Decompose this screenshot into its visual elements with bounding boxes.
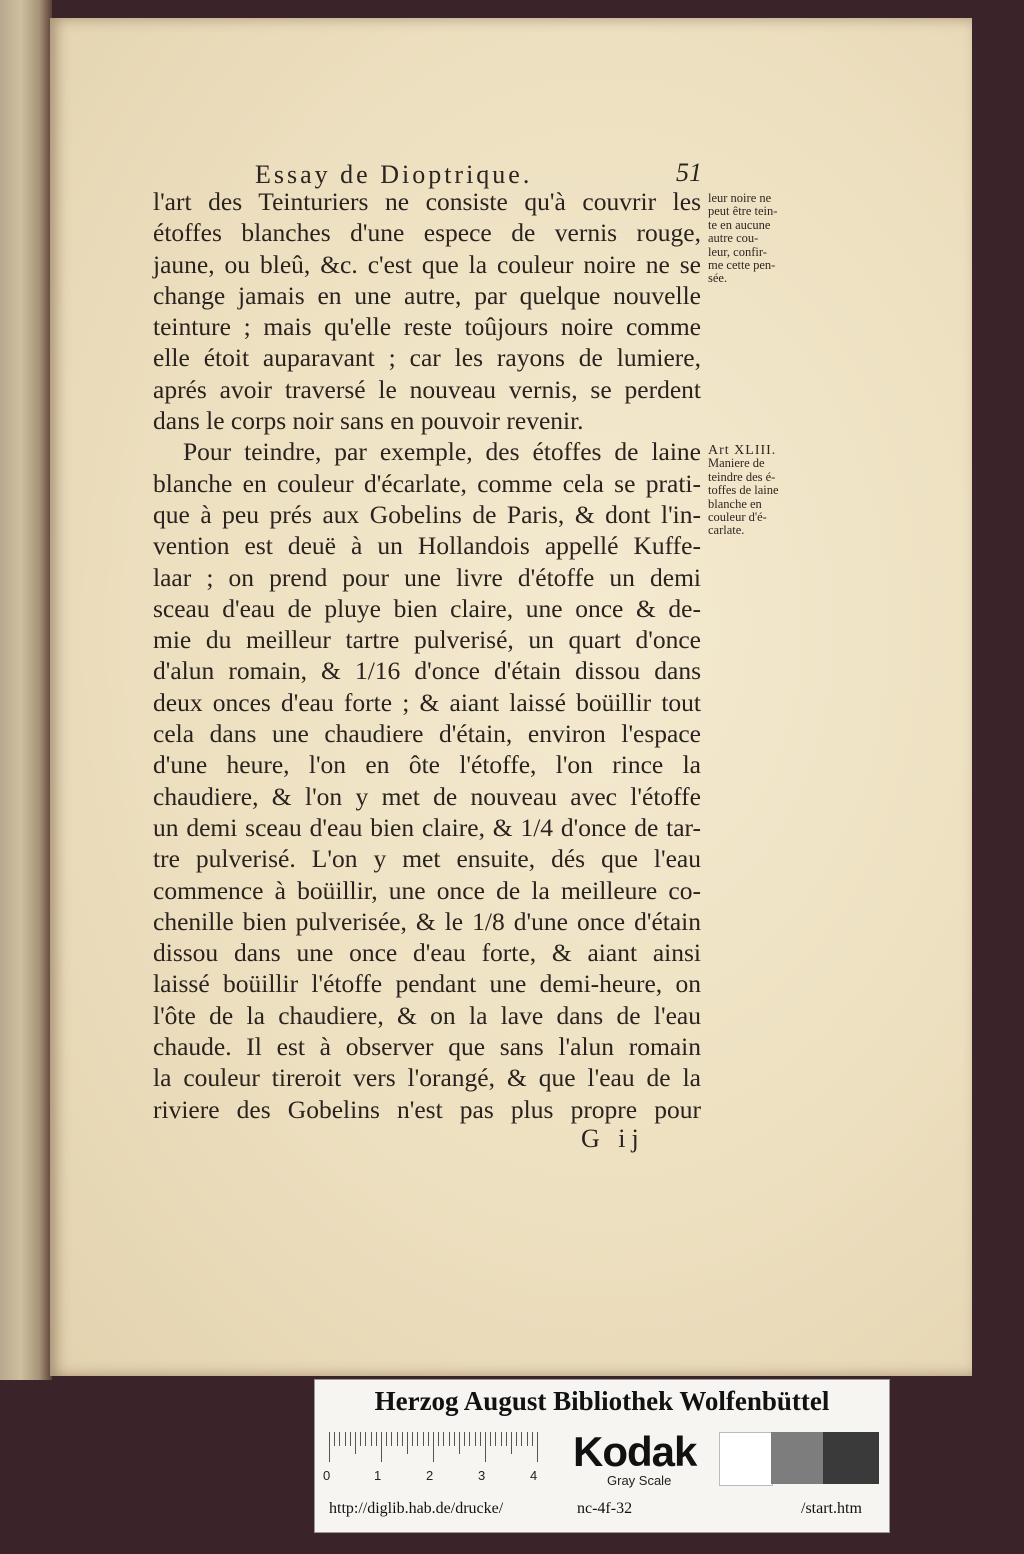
ruler-tick (417, 1432, 418, 1446)
ruler-tick (480, 1432, 481, 1446)
ruler-tick (516, 1432, 517, 1446)
scale-ruler (329, 1432, 549, 1466)
ruler-tick (464, 1432, 465, 1446)
kodak-logo: Kodak (573, 1428, 697, 1475)
ruler-tick (475, 1432, 476, 1446)
url-suffix: /start.htm (801, 1500, 862, 1517)
scale-label: 3 (478, 1468, 486, 1483)
facing-page-edge (0, 0, 52, 1380)
ruler-tick (527, 1432, 528, 1446)
margin-note-line: carlate. (708, 523, 745, 538)
text-line: chenille bien pulverisée, & le 1/8 d'une once d'étain (153, 906, 701, 936)
text-line: chaude. Il est à observer que sans l'alun romain (153, 1032, 701, 1062)
text-line: un demi sceau d'eau bien claire, & 1/4 d'once de tar- (153, 812, 701, 842)
ruler-tick (495, 1432, 496, 1446)
url-prefix: http://diglib.hab.de/drucke/ (329, 1500, 504, 1517)
ruler-tick (365, 1432, 366, 1446)
ruler-tick (350, 1432, 351, 1446)
text-line: que à peu prés aux Gobelins de Paris, & dont l'in- (153, 499, 701, 529)
ruler-tick (438, 1432, 439, 1446)
text-line: d'une heure, l'on en ôte l'étoffe, l'on rince la (153, 750, 701, 780)
gray-patch-dark (823, 1432, 879, 1484)
margin-note-line: leur, confir- (708, 244, 767, 259)
ruler-tick (402, 1432, 403, 1446)
text-line: riviere des Gobelins n'est pas plus propre pour (153, 1094, 701, 1124)
text-line: teinture ; mais qu'elle reste toûjours noire comme (153, 312, 701, 342)
scale-label: 1 (374, 1468, 382, 1483)
text-line: l'art des Teinturiers ne consiste qu'à couvrir les (153, 187, 701, 216)
ruler-tick (355, 1432, 356, 1454)
ruler-tick (459, 1432, 460, 1454)
margin-note-1 (708, 192, 818, 286)
page-number: 51 (676, 158, 702, 187)
text-line: dans le corps noir sans en pouvoir revenir. (153, 406, 584, 436)
ruler-tick (532, 1432, 533, 1446)
ruler-tick (469, 1432, 470, 1446)
text-line: tre pulverisé. L'on y met ensuite, dés que l'eau (153, 844, 701, 874)
ruler-tick (381, 1432, 382, 1462)
ruler-tick (423, 1432, 424, 1446)
ruler-tick (454, 1432, 455, 1446)
text-line: laissé boüillir l'étoffe pendant une demi-heure, on (153, 969, 701, 999)
text-line: Pour teindre, par exemple, des étoffes de laine (183, 437, 701, 467)
ruler-tick (501, 1432, 502, 1446)
scale-label: 4 (530, 1468, 538, 1483)
running-head: Essay de Dioptrique. (255, 160, 533, 189)
text-line: aprés avoir traversé le nouveau vernis, se perdent (153, 374, 701, 404)
margin-note-line: te en aucune (708, 217, 771, 232)
ruler-tick (449, 1432, 450, 1446)
scale-label: 2 (426, 1468, 434, 1483)
text-line: étoffes blanches d'une espece de vernis rouge, (153, 218, 701, 248)
ruler-tick (397, 1432, 398, 1446)
ruler-tick (428, 1432, 429, 1446)
ruler-tick (511, 1432, 512, 1454)
ruler-tick (386, 1432, 387, 1446)
ruler-tick (345, 1432, 346, 1446)
ruler-tick (443, 1432, 444, 1446)
ruler-tick (339, 1432, 340, 1446)
margin-note-line: autre cou- (708, 231, 759, 246)
text-line: l'ôte de la chaudiere, & on la lave dans de l'eau (153, 1000, 701, 1030)
gray-scale-label: Gray Scale (607, 1473, 672, 1488)
library-target-card (314, 1379, 890, 1533)
margin-note-line: sée. (708, 271, 728, 286)
text-line: d'alun romain, & 1/16 d'once d'étain dissou dans (153, 656, 701, 686)
margin-note-line: Maniere de (708, 456, 765, 471)
text-line: laar ; on prend pour une livre d'étoffe un demi (153, 562, 701, 592)
ruler-tick (521, 1432, 522, 1446)
margin-note-2 (708, 444, 818, 538)
margin-note-line: leur noire ne (708, 191, 772, 205)
ruler-tick (376, 1432, 377, 1446)
ruler-tick (329, 1432, 330, 1462)
body-text (153, 186, 701, 1125)
gray-patch-mid (771, 1432, 823, 1484)
text-line: change jamais en une autre, par quelque nouvelle (153, 280, 701, 310)
ruler-tick (490, 1432, 491, 1446)
margin-note-heading: Art XLIII. (708, 443, 777, 458)
text-line: commence à boüillir, une once de la meilleure co- (153, 875, 701, 905)
text-line: jaune, ou bleû, &c. c'est que la couleur noire ne se (153, 249, 701, 279)
text-line: elle étoit auparavant ; car les rayons de lumiere, (153, 343, 701, 373)
ruler-tick (391, 1432, 392, 1446)
text-line: cela dans une chaudiere d'étain, environ l'espace (153, 719, 701, 749)
text-line: dissou dans une once d'eau forte, & aiant ainsi (153, 938, 701, 968)
signature-mark: G ij (581, 1124, 645, 1153)
margin-note-line: peut être tein- (708, 204, 778, 219)
text-line: sceau d'eau de pluye bien claire, une once & de- (153, 593, 701, 623)
scale-label: 0 (323, 1468, 331, 1483)
text-line: la couleur tireroit vers l'orangé, & que l'eau de la (153, 1063, 701, 1093)
text-line: vention est deuë à un Hollandois appellé Kuffe- (153, 531, 701, 561)
ruler-tick (334, 1432, 335, 1446)
margin-note-line: toffes de laine (708, 483, 779, 498)
ruler-tick (371, 1432, 372, 1446)
text-line: mie du meilleur tartre pulverisé, un quart d'once (153, 625, 701, 655)
text-line: chaudiere, & l'on y met de nouveau avec l'étoffe (153, 781, 701, 811)
gray-patch-white (719, 1432, 773, 1486)
ruler-tick (485, 1432, 486, 1462)
ruler-tick (407, 1432, 408, 1454)
text-line: blanche en couleur d'écarlate, comme cela se prati- (153, 468, 701, 498)
text-line: deux onces d'eau forte ; & aiant laissé boüillir tout (153, 687, 701, 717)
margin-note-line: blanche en (708, 496, 762, 511)
ruler-tick (412, 1432, 413, 1446)
margin-note-line: me cette pen- (708, 258, 776, 273)
margin-note-line: couleur d'é- (708, 510, 767, 525)
ruler-tick (360, 1432, 361, 1446)
ruler-tick (433, 1432, 434, 1462)
library-name: Herzog August Bibliothek Wolfenbüttel (374, 1386, 830, 1416)
shelfmark: nc-4f-32 (577, 1500, 633, 1517)
ruler-tick (537, 1432, 538, 1462)
margin-note-line: teindre des é- (708, 469, 776, 484)
ruler-tick (506, 1432, 507, 1446)
